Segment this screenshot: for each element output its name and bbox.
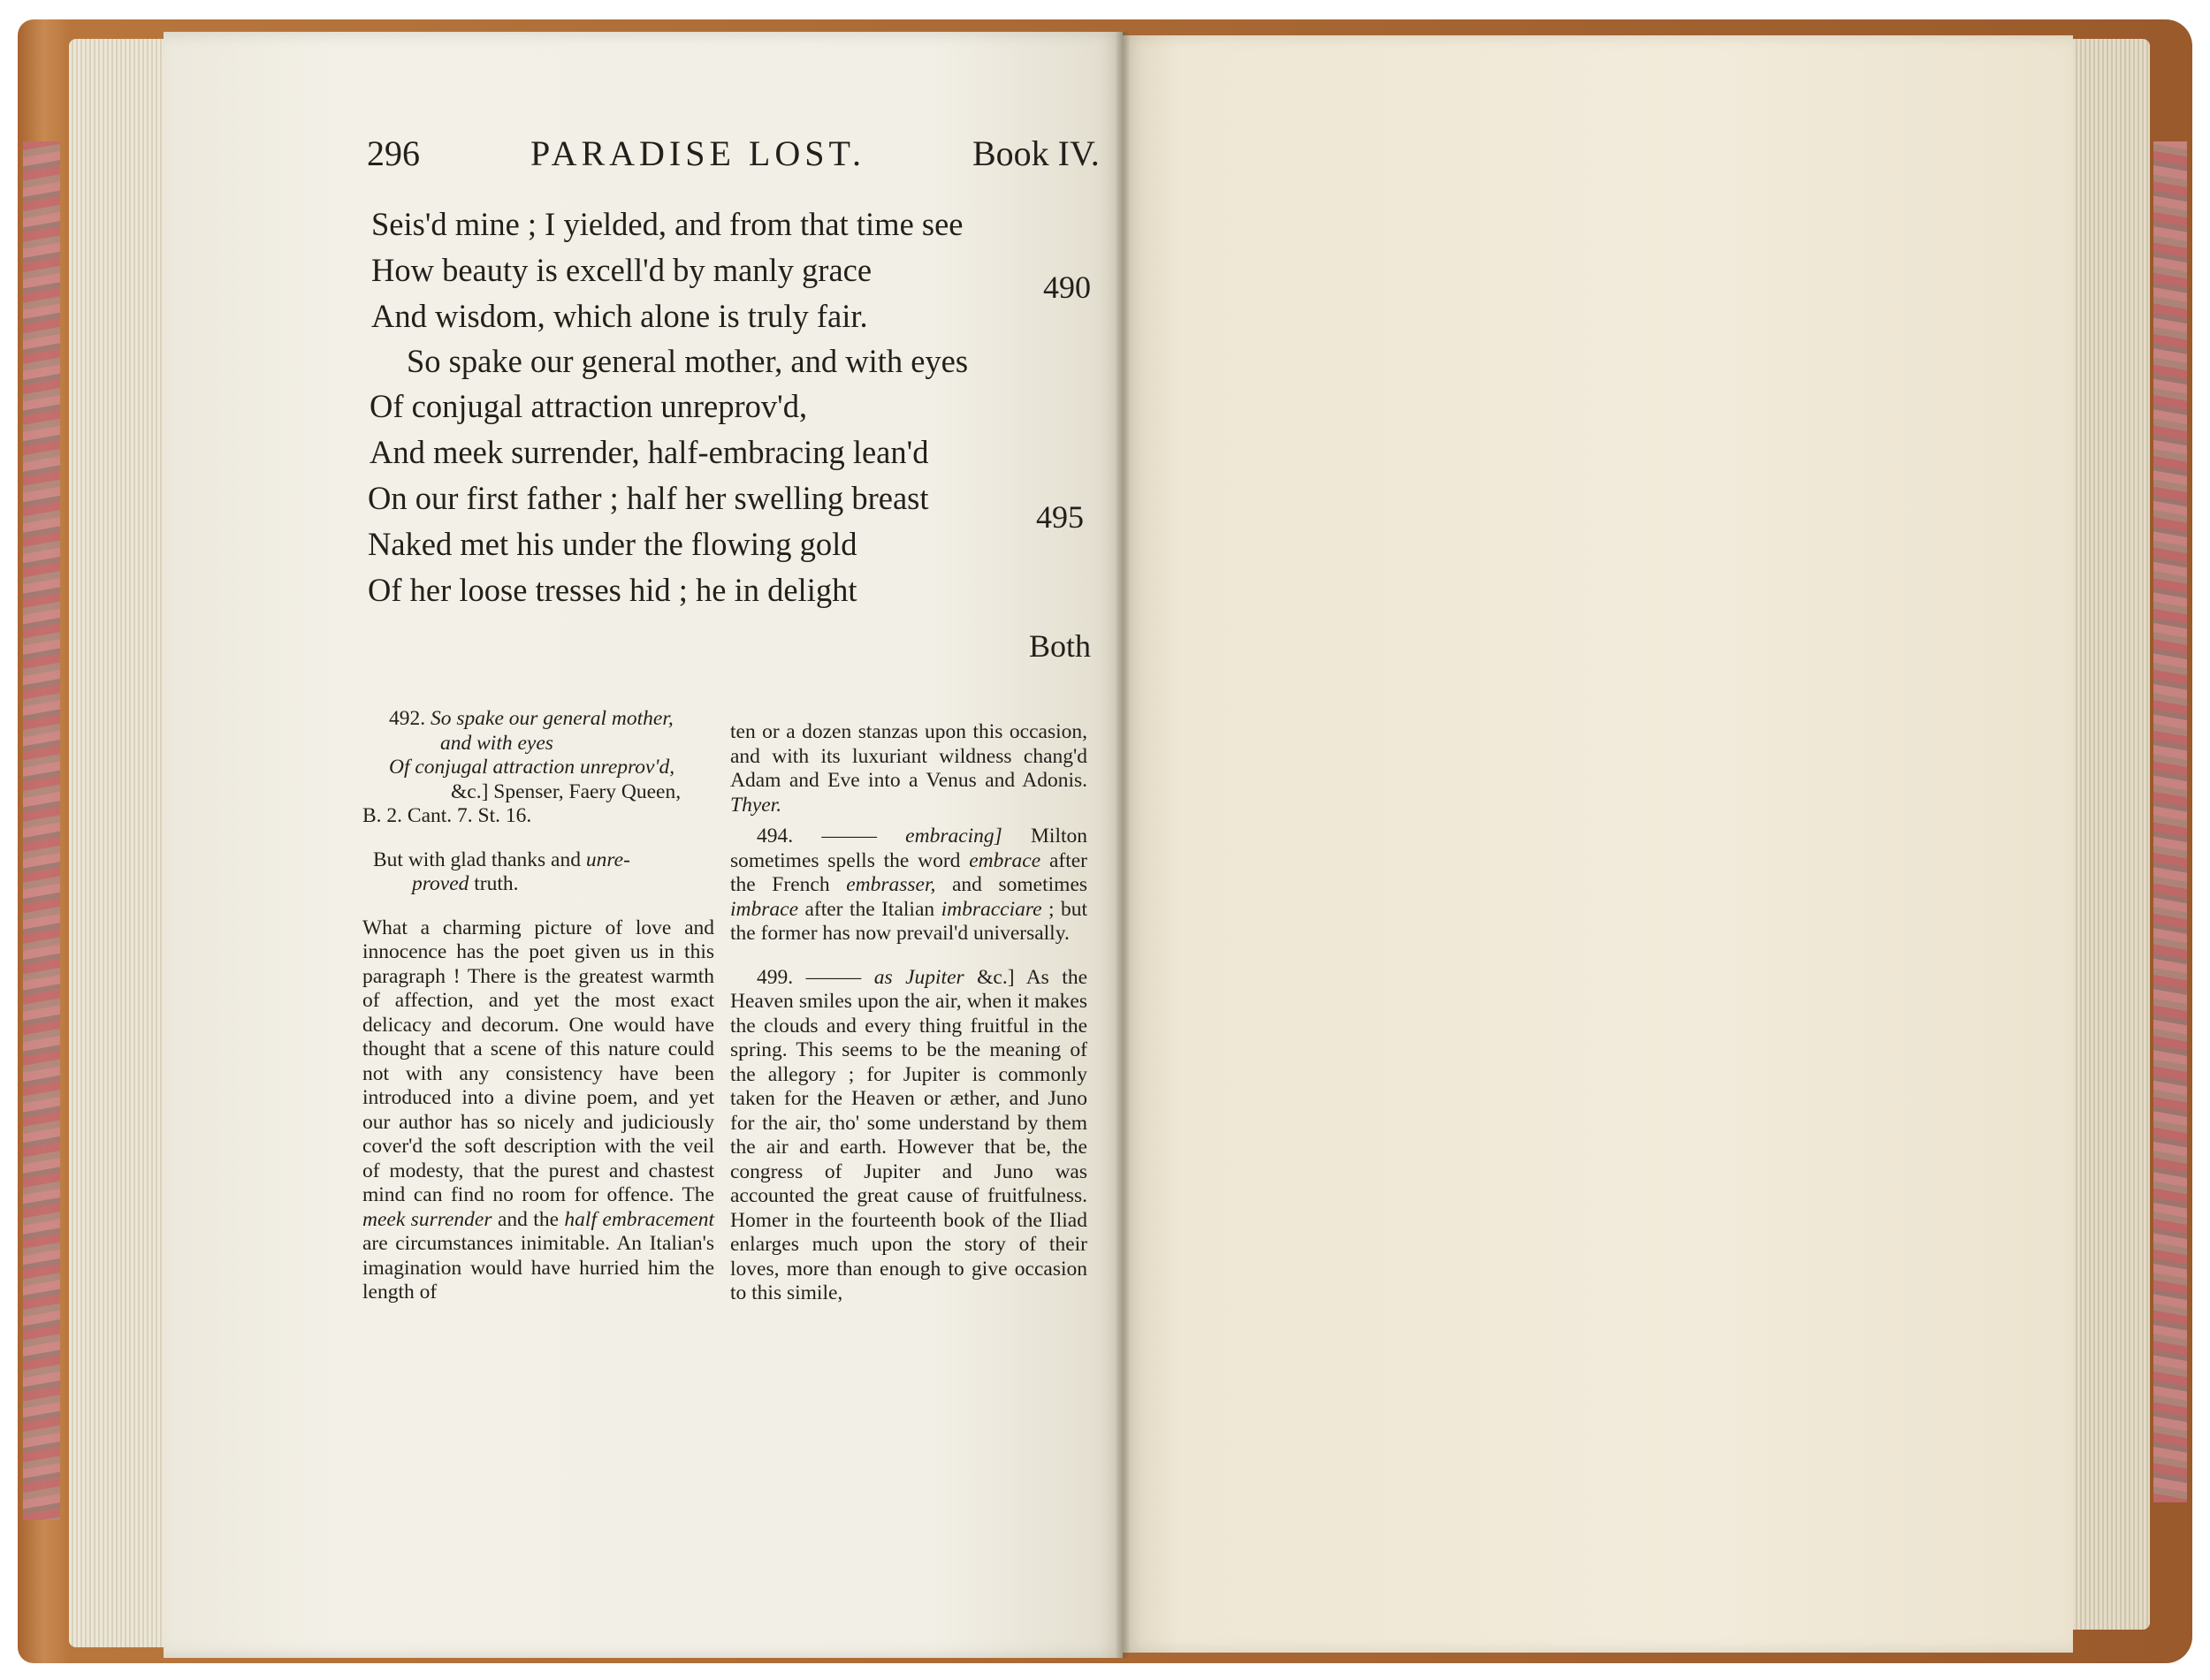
- poem-line-9: Of her loose tresses hid ; he in delight: [368, 572, 857, 608]
- notes-column-2: [730, 720, 1087, 1306]
- note-494-text-b: after the French: [730, 848, 1087, 896]
- note-494-text-e: ; but the former has now prevail'd universally.: [730, 897, 1088, 945]
- commentary-italic-b: half embracement: [564, 1207, 714, 1231]
- note-494-text-d: after the Italian: [804, 897, 935, 921]
- poem-line-3: And wisdom, which alone is truly fair.: [371, 298, 868, 334]
- note-492-citation: B. 2. Cant. 7. St. 16.: [362, 804, 532, 827]
- note-494-italic-3: imbrace: [730, 897, 799, 921]
- right-page: [1123, 35, 2073, 1653]
- note-signature: Thyer.: [730, 793, 782, 817]
- poem-line-5: Of conjugal attraction unreprov'd,: [370, 388, 808, 424]
- poem-line-6: And meek surrender, half-embracing lean'd: [370, 434, 929, 470]
- note-494: [730, 825, 1087, 946]
- note-499-ref: 499.: [757, 965, 794, 989]
- page-number: 296: [367, 133, 420, 173]
- note-492-source: &c.] Spenser, Faery Queen,: [451, 779, 682, 803]
- note-quote-italic-b: proved: [412, 872, 469, 895]
- note-499-text: &c.] As the Heaven smiles upon the air, when it makes the clouds and every thing fruitful in the spring. This seems to be the meaning of the allegory ; for Jupiter is commonly taken for the Heaven or æther, and Juno for the air, tho' some understand by them the air and earth. However that be, the congress of Jupiter and Juno was accounted the great cause of fruitfulness. Homer in the fourteenth book of the Iliad enlarges much upon the story of their loves, more than enough to give occasion to this simile,: [730, 965, 1088, 1304]
- line-number-495: 495: [1036, 499, 1084, 535]
- note-continued: [730, 720, 1087, 817]
- page-edges-right: [2069, 39, 2150, 1630]
- page-edges-left: [69, 39, 166, 1647]
- note-492-quote-b: and with eyes: [440, 731, 553, 755]
- continued-text: ten or a dozen stanzas upon this occasion, and with its luxuriant wildness chang'd Adam and Eve into a Venus and Adonis.: [730, 720, 1087, 792]
- note-492-line-1: [362, 707, 714, 732]
- poem-line-1: Seis'd mine ; I yielded, and from that time see: [371, 206, 964, 242]
- note-quote-italic-a: unre-: [585, 848, 630, 871]
- note-494-text-c: and sometimes: [951, 873, 1088, 896]
- note-494-lemma: ——— embracing]: [821, 825, 1002, 848]
- note-494-text-a: Milton sometimes spells the word: [730, 825, 1088, 872]
- running-title: PARADISE LOST.: [530, 133, 865, 173]
- note-quote-text: But with glad thanks and: [373, 848, 581, 871]
- note-quote-line: [362, 848, 714, 873]
- commentary-text-c: are circumstances inimitable. An Italian's imagination would have hurried him the length of: [362, 1232, 714, 1304]
- gutter-shadow: [1116, 32, 1130, 1658]
- note-494-italic-4: imbracciare: [941, 897, 1042, 921]
- note-492-quote-a: So spake our general mother,: [431, 707, 674, 730]
- line-number-490: 490: [1043, 270, 1091, 305]
- note-492-ref: 492.: [389, 707, 426, 730]
- note-494-italic-2: embrasser,: [846, 873, 936, 896]
- commentary-italic-a: meek surrender: [362, 1207, 492, 1231]
- poem-line-4: So spake our general mother, and with eyes: [407, 343, 969, 379]
- catchword: Both: [1029, 628, 1092, 664]
- note-quote-end: truth.: [474, 872, 519, 895]
- note-499-lemma: ——— as Jupiter: [805, 965, 964, 989]
- commentary-text-b: and the: [497, 1207, 559, 1231]
- note-494-ref: 494.: [757, 825, 794, 848]
- note-499: [730, 966, 1087, 1306]
- poem-line-7: On our first father ; half her swelling breast: [368, 480, 929, 516]
- commentary-text-a: What a charming picture of love and innocence has the poet given us in this paragraph ! There is the greatest warmth of affection, and yet the most exact delicacy and decorum. One would have thought that a scene of this nature could not with any consistency have been introduced into a divine poem, and yet our author has so nicely and judiciously cover'd the soft description with the veil of modesty, that the purest and chastest mind can find no room for offence. The: [362, 916, 714, 1206]
- note-commentary: [362, 916, 714, 1305]
- note-492-quote-c: Of conjugal attraction unreprov'd,: [389, 756, 675, 779]
- marbled-board-right: [2153, 141, 2187, 1502]
- poem-line-2: How beauty is excell'd by manly grace: [371, 252, 873, 288]
- poem-line-8: Naked met his under the flowing gold: [368, 526, 857, 562]
- note-494-italic-1: embrace: [969, 848, 1041, 872]
- note-quote-line-2: [362, 872, 714, 897]
- marbled-board-left: [23, 141, 60, 1520]
- book-label: Book IV.: [972, 133, 1100, 173]
- notes-column-1: [362, 707, 714, 1305]
